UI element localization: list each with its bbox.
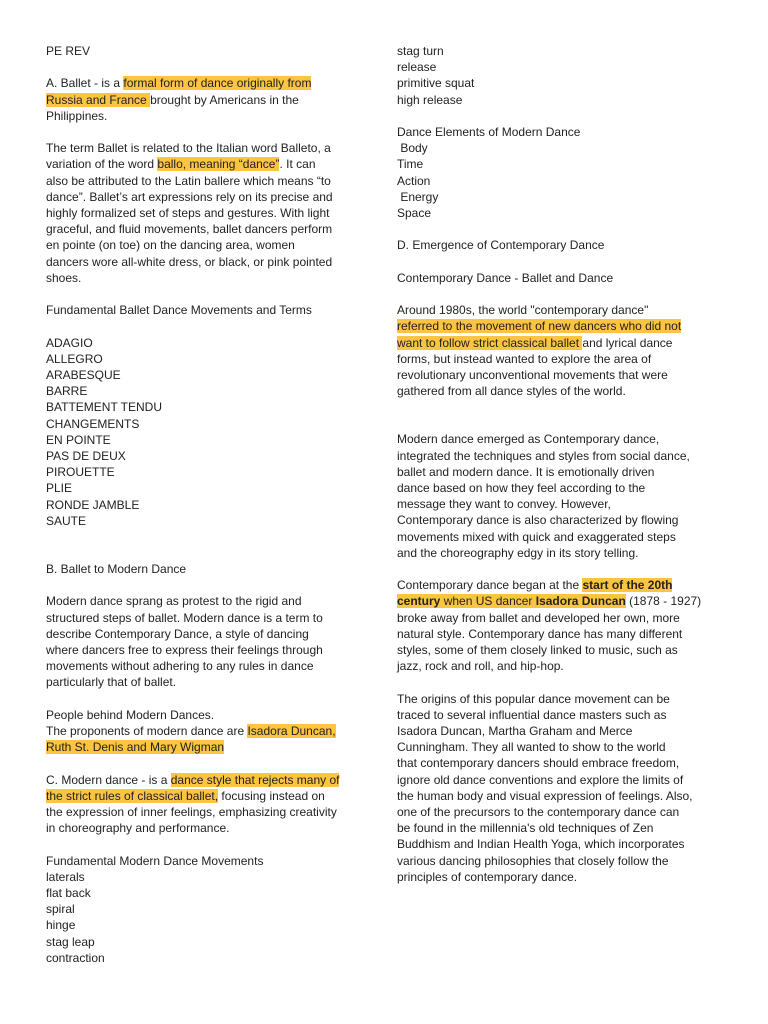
list-item: flat back: [46, 886, 91, 901]
list-item: PLIE: [46, 481, 73, 496]
left-column: [46, 43, 376, 966]
origins-paragraph: The origins of this popular dance movement can be traced to several influential dance masters such as Isadora Duncan, Martha Graham and Merce Cunningham. They all wanted to show to the world that contemporary dancers should embrace freedom, ignore old dance conventions and explore the limits of the human body and visual expression of feelings. Also, one of the precursors to the contemporary dance can be found in the millennia's old techniques of Zen Buddhism and Indian Health Yoga, which incorporates various dancing philosophies that closely follow the principles of contemporary dance.: [397, 691, 693, 884]
list-item: BATTEMENT TENDU: [46, 400, 163, 415]
list-item: high release: [397, 92, 463, 107]
list-item: Time: [397, 157, 424, 172]
page-title: PE REV: [46, 44, 91, 58]
highlight: Ruth St. Denis and Mary Wigman: [46, 740, 225, 755]
highlight: dance style that rejects many of: [170, 772, 340, 787]
list-item: ARABESQUE: [46, 368, 121, 382]
emerged-paragraph: Modern dance emerged as Contemporary dance, integrated the techniques and styles from social dance, ballet and modern dance. It is emotionally driven dance based on how they feel according to the message they want to convey. However, Contemporary dance is also characterized by flowing movements mixed with quick and exaggerated steps and the choreography edgy in its story telling.: [397, 432, 690, 560]
highlight: the strict rules of classical ballet,: [46, 788, 219, 803]
list-item: stag turn: [397, 44, 444, 58]
highlight: formal form of dance originally from: [123, 76, 312, 91]
list-item: ADAGIO: [46, 335, 93, 350]
list-item: ALLEGRO: [46, 351, 103, 366]
highlight: Isadora Duncan: [535, 594, 626, 609]
ballet-term-paragraph: The term Ballet is related to the Italian word Balleto, a variation of the word ballo, meaning “dance”. It can also be attributed to the Latin ballere which means “to dance”. Ballet’s art expressions rely on its precise and highly formalized set of steps and gestures. With light graceful, and fluid movements, ballet dancers perform en pointe (on toe) on the dancing area, women dancers wore all-white dress, or black, or pink pointed shoes.: [46, 141, 333, 285]
list-item: hinge: [46, 918, 76, 933]
list-item: BARRE: [46, 384, 88, 399]
list-item: SAUTE: [46, 513, 87, 528]
list-item: CHANGEMENTS: [46, 416, 140, 431]
list-item: Space: [397, 206, 432, 221]
section-d-heading: D. Emergence of Contemporary Dance: [397, 238, 605, 253]
section-a-line: Russia and France brought by Americans in the: [46, 92, 299, 107]
list-item: EN POINTE: [46, 432, 111, 447]
right-column: [397, 43, 729, 901]
section-a-line: Philippines.: [46, 108, 108, 123]
list-item: Action: [397, 173, 431, 188]
list-heading: Dance Elements of Modern Dance: [397, 125, 581, 139]
section-a-ballet: [46, 75, 376, 124]
modern-moves-continued: [397, 43, 729, 108]
dance-elements-list: [397, 124, 729, 221]
modern-moves-list: [46, 853, 376, 966]
highlight: century: [397, 594, 441, 609]
ballet-terms-heading: Fundamental Ballet Dance Movements and Terms: [46, 303, 312, 318]
list-item: PIROUETTE: [46, 465, 115, 480]
around-1980s-paragraph: Around 1980s, the world "contemporary dance" referred to the movement of new dancers who did not want to follow strict classical ballet and lyrical dance forms, but instead wanted to explore the area of revolutionary unconventional movements that were gathered from all dance styles of the world.: [397, 303, 682, 399]
highlight: ballo, meaning “dance”: [157, 157, 280, 172]
ballet-terms-list: [46, 335, 376, 529]
highlight: start of the 20th: [582, 578, 673, 593]
contemporary-dance-heading: Contemporary Dance - Ballet and Dance: [397, 270, 614, 285]
highlight: want to follow strict classical ballet: [397, 335, 583, 350]
list-heading: Fundamental Modern Dance Movements: [46, 853, 264, 868]
list-item: Body: [397, 141, 428, 156]
list-item: RONDE JAMBLE: [46, 497, 140, 512]
section-a-line: A. Ballet - is a formal form of dance originally from: [46, 76, 312, 91]
section-c-modern-dance: C. Modern dance - is a dance style that rejects many of the strict rules of classical ballet, focusing instead on the expression of inner feelings, emphasizing creativity in choreography and performance.: [46, 772, 340, 836]
highlight: when US dancer: [440, 594, 536, 609]
highlight: referred to the movement of new dancers who did not: [397, 319, 682, 334]
list-item: laterals: [46, 869, 85, 884]
modern-dance-paragraph: Modern dance sprang as protest to the rigid and structured steps of ballet. Modern dance is a term to describe Contemporary Dance, a style of dancing where dancers free to express their feelings through movements without adhering to any rules in dance particularly that of ballet.: [46, 594, 323, 690]
people-paragraph: People behind Modern Dances. The proponents of modern dance are Isadora Duncan, Ruth St. Denis and Mary Wigman: [46, 707, 336, 755]
list-item: primitive squat: [397, 76, 475, 91]
began-paragraph: Contemporary dance began at the start of the 20th century when US dancer Isadora Duncan (1878 - 1927) broke away from ballet and developed her own, more natural style. Contemporary dance has many different styles, some of them closely linked to music, such as jazz, rock and roll, and hip-hop.: [397, 578, 702, 674]
list-item: Energy: [397, 189, 439, 204]
highlight: Russia and France: [46, 92, 151, 107]
list-item: stag leap: [46, 934, 95, 949]
list-item: contraction: [46, 950, 105, 965]
list-item: spiral: [46, 902, 75, 917]
list-item: release: [397, 60, 437, 75]
list-item: PAS DE DEUX: [46, 449, 126, 464]
highlight: Isadora Duncan,: [247, 724, 336, 739]
section-b-heading: B. Ballet to Modern Dance: [46, 562, 187, 577]
